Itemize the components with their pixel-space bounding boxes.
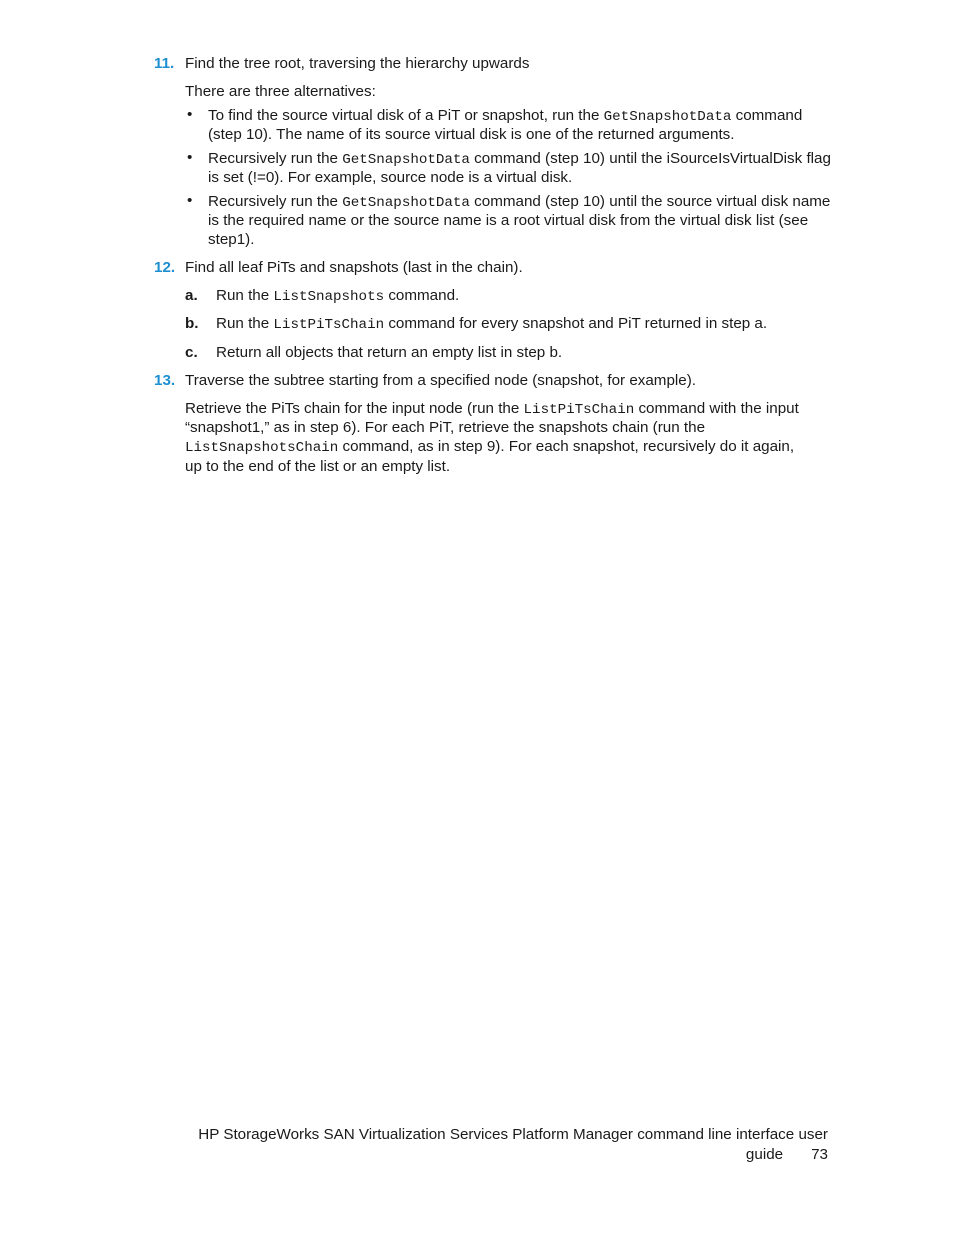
step-title: Traverse the subtree starting from a specified node (snapshot, for example).	[185, 372, 696, 389]
step-intro: There are three alternatives:	[185, 83, 376, 100]
code-inline: ListPiTsChain	[523, 402, 635, 418]
footer-title: HP StorageWorks SAN Virtualization Services Platform Manager command line interface user	[198, 1126, 828, 1143]
step-title: Find all leaf PiTs and snapshots (last in the chain).	[185, 259, 523, 276]
code-inline: GetSnapshotData	[342, 152, 470, 168]
code-inline: ListPiTsChain	[273, 317, 385, 333]
code-inline: GetSnapshotData	[342, 195, 470, 211]
step-number: 13.	[154, 372, 176, 389]
page-footer	[198, 1125, 828, 1164]
step-number: 12.	[154, 259, 176, 276]
page-number: 73	[811, 1145, 828, 1163]
footer-title-continued: guide	[745, 1145, 784, 1163]
code-inline: GetSnapshotData	[603, 109, 732, 125]
code-inline: ListSnapshots	[273, 289, 385, 305]
code-inline: ListSnapshotsChain	[185, 440, 339, 456]
step-number: 11.	[154, 55, 175, 72]
step-title: Find the tree root, traversing the hierarchy upwards	[185, 55, 530, 72]
document-page: 11. Find the tree root, traversing the hierarchy upwards There are three alternatives: • To find the source virtual disk of a PiT or snapshot, run the GetSnapshotData command (step 10). The name of its source virtual disk is one of the returned arguments. • Recursively run the GetSnapshotData command (step 10) until the iSourceIsVirtualDisk flag is set (!=0). For example, source node is a virtual disk. • Recursively run the GetSnapshotData command (step 10) until the source virtual disk name is the required name or the source name is a root virtual disk from the virtual disk list (see step1). 12. Find all leaf PiTs and snapshots (last in the chain). a. Run the ListSnapshots command. b. Run the ListPiTsChain command for every snapshot and PiT returned in step a. c. Return all objects that return an empty list in step b. 13. Traverse the subtree starting from a specified node (snapshot, for example). Retrieve the PiTs chain for the input node (run the ListPiTsChain command with the input “snapshot1,” as in step 6). For each PiT, retrieve the snapshots chain (run the ListSnapshotsChain command, as in step 9). For each snapshot, recursively do it again, up to the end of the list or an empty list. HP StorageWorks SAN Virtualization Services Platform Manager command line interface user guide 73	[154, 55, 831, 1163]
